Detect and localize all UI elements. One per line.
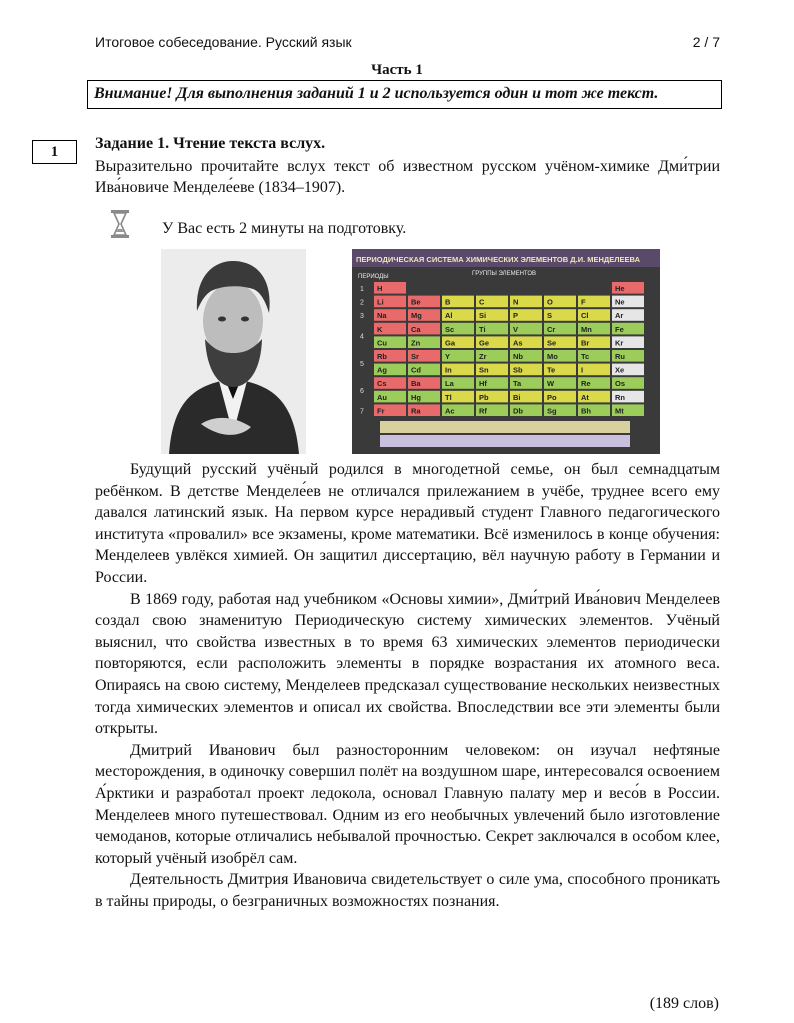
period-number: 1 [360, 286, 364, 293]
element-symbol: Sg [547, 406, 557, 416]
hourglass-icon [110, 209, 130, 239]
element-symbol: Ra [411, 406, 421, 416]
element-symbol: H [377, 284, 383, 293]
element-symbol: Tl [445, 392, 452, 402]
page-header [95, 34, 720, 50]
element-symbol: W [547, 379, 555, 389]
element-symbol: I [581, 365, 584, 375]
element-symbol: B [445, 297, 451, 307]
period-number: 4 [360, 333, 364, 341]
element-symbol: K [377, 324, 383, 334]
groups-label: ГРУППЫ ЭЛЕМЕНТОВ [472, 271, 536, 277]
element-symbol: Pb [479, 392, 489, 402]
element-symbol: He [615, 284, 625, 293]
element-symbol: Hf [479, 379, 487, 389]
paragraph-1: Будущий русский учёный родился в многодетной семье, он был семнадцатым ребёнком. В детстве Менделе́ев не отличался прилежанием в учёбе, труднее всего ему давался латинский язык. На первом курсе нерадивый студент Главного педагогического института «провалил» все экзамены, кроме математики. Всё изменилось в конце обучения: Менделеев увлёкся химией. Он защитил диссертацию, вёл научную работу в Германии и России. [95, 461, 720, 586]
element-symbol: Os [615, 379, 626, 389]
element-symbol: Fe [615, 324, 624, 334]
element-symbol: Bi [513, 392, 521, 402]
period-number: 5 [360, 360, 364, 368]
element-symbol: F [581, 297, 586, 307]
exam-title: Итоговое собеседование. Русский язык [95, 34, 352, 50]
element-symbol: Mg [411, 311, 422, 321]
element-symbol: Xe [615, 365, 625, 375]
task-title: Задание 1. Чтение текста вслух. [95, 135, 326, 152]
element-symbol: Na [377, 311, 387, 321]
element-symbol: Mo [547, 352, 558, 361]
element-symbol: Y [445, 352, 451, 361]
element-symbol: Bh [581, 406, 591, 416]
element-symbol: Ga [445, 338, 456, 348]
mendeleev-portrait [161, 249, 306, 454]
article-text [95, 459, 720, 912]
element-symbol: Au [377, 392, 387, 402]
element-symbol: Ta [513, 379, 522, 389]
element-symbol: Rn [615, 392, 625, 402]
element-symbol: Kr [615, 338, 624, 348]
element-symbol: Hg [411, 392, 421, 402]
paragraph-2: В 1869 году, работая над учебником «Основы химии», Дми́трий Ива́нович Менделеев создал свою знаменитую Периодическую систему химических элементов. Учёный выяснил, что свойства известных в то время 63 химических элементов периодически повторяются, если расположить элементы в порядке возрастания их атомного веса. Опираясь на свою систему, Менделеев предсказал существование нескольких неизвестных тогда химических элементов и описал их свойства. Впоследствии все эти элементы были открыты. [95, 590, 720, 738]
page-number: 2 / 7 [692, 34, 720, 50]
prep-time-text: У Вас есть 2 минуты на подготовку. [162, 220, 407, 237]
paragraph-4: Деятельность Дмитрия Ивановича свидетельствует о силе ума, способного проникать в тайны природы, о безграничных возможностях познания. [95, 871, 720, 910]
element-symbol: V [513, 324, 519, 334]
element-symbol: Cr [547, 324, 556, 334]
element-symbol: Ar [615, 311, 624, 321]
element-symbol: C [479, 297, 485, 307]
element-symbol: Ca [411, 324, 421, 334]
element-symbol: Te [547, 365, 556, 375]
element-symbol: Ne [615, 297, 625, 307]
element-symbol: Mt [615, 406, 624, 416]
element-symbol: Cl [581, 311, 589, 321]
element-symbol: Sn [479, 365, 489, 375]
element-symbol: Ba [411, 379, 421, 389]
element-symbol: Re [581, 379, 591, 389]
period-number: 2 [360, 299, 364, 307]
periodic-table-image [352, 249, 660, 454]
element-symbol: Si [479, 311, 487, 321]
element-symbol: At [581, 392, 589, 402]
task-number-box: 1 [32, 140, 77, 164]
part-title: Часть 1 [371, 62, 423, 78]
element-symbol: Ge [479, 338, 490, 348]
element-symbol: Be [411, 297, 421, 307]
element-symbol: Rb [377, 352, 387, 361]
attention-box: Внимание! Для выполнения заданий 1 и 2 используется один и тот же текст. [87, 80, 722, 109]
element-symbol: Li [377, 297, 384, 307]
period-number: 6 [360, 388, 364, 395]
element-symbol: N [513, 297, 519, 307]
element-symbol: Db [513, 406, 523, 416]
element-symbol: Ti [479, 324, 486, 334]
element-symbol: Zr [479, 352, 487, 361]
element-symbol: Se [547, 338, 557, 348]
periodic-table-title: ПЕРИОДИЧЕСКАЯ СИСТЕМА ХИМИЧЕСКИХ ЭЛЕМЕНТОВ Д.И. МЕНДЕЛЕЕВА [356, 255, 640, 264]
element-symbol: Cd [411, 365, 421, 375]
element-symbol: Br [581, 338, 590, 348]
element-symbol: Rf [479, 406, 487, 416]
element-symbol: S [547, 311, 553, 321]
element-symbol: Sb [513, 365, 523, 375]
element-symbol: Cu [377, 338, 387, 348]
element-symbol: Sr [411, 352, 419, 361]
element-symbol: Nb [513, 352, 523, 361]
element-symbol: Ac [445, 406, 455, 416]
element-symbol: Cs [377, 379, 387, 389]
element-symbol: Fr [377, 406, 385, 416]
element-symbol: La [445, 379, 454, 389]
paragraph-3: Дмитрий Иванович был разносторонним человеком: он изучал нефтяные месторождения, в одиночку совершил полёт на воздушном шаре, интересовался освоением А́рктики и разработал проект ледокола, основал Главную палату мер и весо́в в России. Менделеев много путешествовал. Одним из его необычных увлечений было изготовление чемоданов, которые отличались небывалой прочностью. Секрет заключался в особом клее, который учёный изобрёл сам. [95, 741, 720, 867]
word-count: (189 слов) [649, 995, 719, 1012]
element-symbol: P [513, 311, 519, 321]
element-symbol: As [513, 338, 523, 348]
element-symbol: Sc [445, 324, 455, 334]
element-symbol: Mn [581, 324, 592, 334]
periods-label: ПЕРИОДЫ [358, 274, 389, 280]
element-symbol: Al [445, 311, 453, 321]
element-symbol: Po [547, 392, 557, 402]
period-number: 7 [360, 408, 364, 416]
element-symbol: Ru [615, 352, 625, 361]
element-symbol: Zn [411, 338, 421, 348]
element-symbol: Tc [581, 352, 590, 361]
task-intro: Выразительно прочитайте вслух текст об известном русском учёном-химике Дми́трии Ива́новиче Менделе́еве (1834–1907). [95, 158, 720, 196]
period-number: 3 [360, 313, 364, 321]
element-symbol: Ag [377, 365, 387, 375]
element-symbol: O [547, 297, 553, 307]
element-symbol: In [445, 365, 452, 375]
